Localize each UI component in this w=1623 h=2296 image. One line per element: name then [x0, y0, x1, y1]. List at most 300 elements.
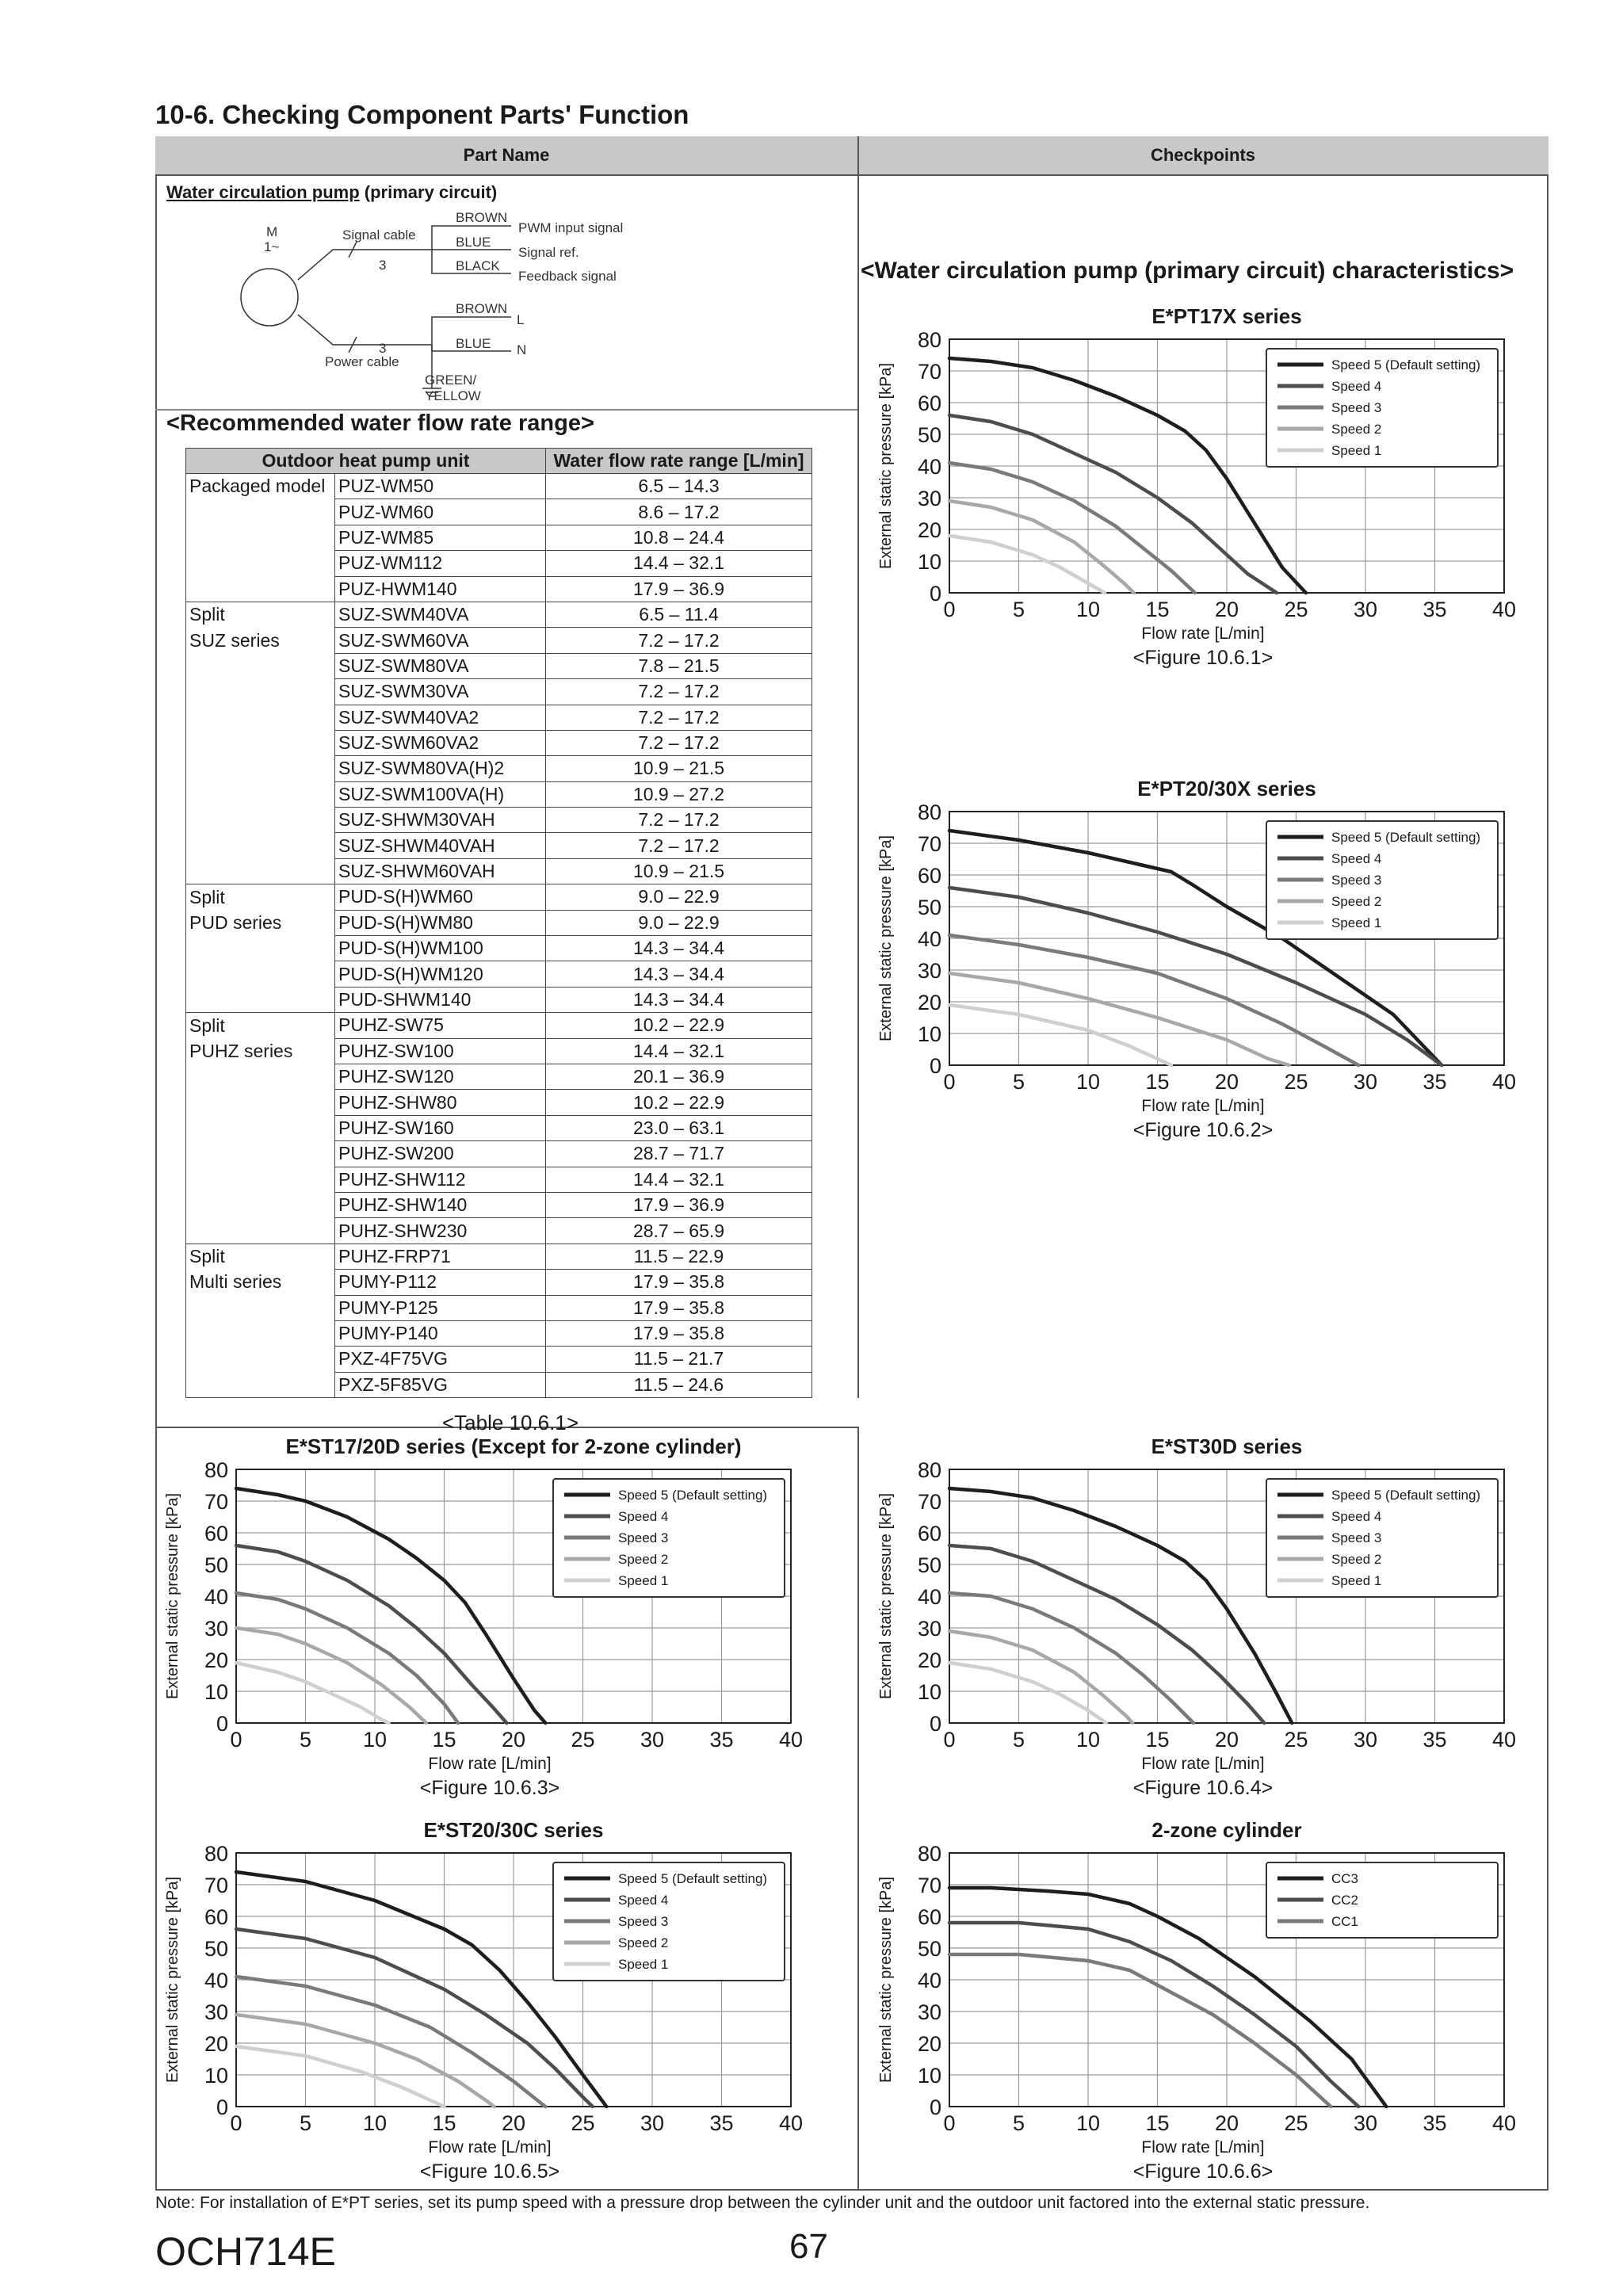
legend-label: Speed 5 (Default setting): [618, 1871, 768, 1886]
flow-range: 7.2 – 17.2: [546, 730, 812, 755]
x-tick-label: 20: [1214, 598, 1239, 621]
signal-cable-count: 3: [379, 258, 387, 273]
legend-label: Speed 1: [618, 1573, 669, 1588]
recommended-flow-title: <Recommended water flow rate range>: [166, 411, 594, 436]
y-axis-label: External static pressure [kPa]: [877, 835, 895, 1042]
unit-model: SUZ-SWM80VA: [335, 653, 546, 678]
y-tick-label: 20: [917, 2032, 941, 2056]
y-tick-label: 30: [204, 2000, 228, 2024]
chart-title: E*ST17/20D series (Except for 2-zone cylinder): [285, 1435, 742, 1458]
y-tick-label: 50: [917, 896, 941, 919]
table-row: [186, 1064, 812, 1089]
legend-label: Speed 4: [1331, 1509, 1382, 1524]
y-tick-label: 0: [929, 582, 941, 606]
flow-range: 11.5 – 22.9: [546, 1244, 812, 1269]
figure-caption: <Figure 10.6.5>: [419, 2160, 560, 2183]
series-line-4: [949, 973, 1289, 1065]
y-axis-label: External static pressure [kPa]: [164, 1492, 181, 1700]
chart-figure-10-6-6: [872, 1815, 1545, 2187]
y-tick-label: 80: [917, 328, 941, 352]
legend-label: Speed 1: [1331, 1573, 1382, 1588]
legend-label: Speed 4: [1331, 851, 1382, 866]
x-tick-label: 30: [640, 2111, 665, 2135]
flow-range: 10.9 – 21.5: [546, 756, 812, 781]
legend-label: Speed 1: [618, 1957, 669, 1972]
x-tick-label: 5: [299, 1728, 312, 1752]
y-tick-label: 70: [204, 1490, 228, 1514]
chart-svg: [872, 301, 1545, 690]
flow-range: 17.9 – 35.8: [546, 1295, 812, 1320]
table-row: [186, 781, 812, 807]
unit-model: PUZ-WM112: [335, 551, 546, 576]
y-axis-label: External static pressure [kPa]: [877, 1876, 895, 2084]
x-axis-label: Flow rate [L/min]: [1141, 625, 1265, 643]
table-row: [186, 1141, 812, 1167]
x-axis-label: Flow rate [L/min]: [1141, 1755, 1265, 1773]
x-tick-label: 35: [1423, 1070, 1447, 1094]
table-row: [186, 1167, 812, 1192]
unit-model: PXZ-5F85VG: [335, 1372, 546, 1397]
y-tick-label: 20: [917, 991, 941, 1014]
legend-label: Speed 2: [618, 1552, 669, 1567]
flow-range: 10.2 – 22.9: [546, 1090, 812, 1115]
chart-svg: [872, 1431, 1545, 1820]
y-tick-label: 50: [917, 423, 941, 447]
y-tick-label: 20: [917, 518, 941, 542]
signal-ref-label: Signal ref.: [518, 245, 579, 260]
table-row: [186, 756, 812, 781]
y-tick-label: 10: [204, 1680, 228, 1704]
unit-model: SUZ-SWM40VA: [335, 602, 546, 627]
flow-range: 8.6 – 17.2: [546, 499, 812, 525]
unit-model: PUZ-HWM140: [335, 576, 546, 602]
unit-model: PUHZ-SW200: [335, 1141, 546, 1167]
pump-title: Water circulation pump (primary circuit): [166, 182, 498, 202]
x-tick-label: 20: [1214, 1070, 1239, 1094]
pump-label-phase: 1~: [264, 239, 280, 254]
y-tick-label: 0: [929, 2095, 941, 2119]
unit-model: SUZ-SHWM30VAH: [335, 808, 546, 833]
chart-figure-10-6-3: [158, 1431, 832, 1820]
y-tick-label: 0: [216, 1712, 228, 1736]
y-tick-label: 0: [929, 1054, 941, 1078]
table-row: [186, 499, 812, 525]
flow-range: 6.5 – 14.3: [546, 474, 812, 499]
flow-range: 17.9 – 36.9: [546, 576, 812, 602]
series-line-5: [949, 1663, 1106, 1723]
y-tick-label: 0: [929, 1712, 941, 1736]
y-tick-label: 60: [917, 1522, 941, 1545]
table-row: [186, 730, 812, 755]
group-name: Split: [186, 1013, 335, 1038]
series-line-2: [949, 1923, 1358, 2107]
y-tick-label: 60: [204, 1905, 228, 1929]
y-tick-label: 50: [204, 1937, 228, 1961]
chart-title: E*ST30D series: [1151, 1435, 1303, 1458]
figure-caption: <Figure 10.6.6>: [1132, 2160, 1274, 2183]
footer-note: Note: For installation of E*PT series, set its pump speed with a pressure drop between the cylinder unit and the outdoor unit factored into the external static pressure.: [155, 2194, 1370, 2212]
chart-figure-10-6-5: [158, 1815, 832, 2187]
y-tick-label: 40: [917, 1969, 941, 1992]
x-tick-label: 30: [640, 1728, 665, 1752]
legend-label: Speed 5 (Default setting): [1331, 1488, 1481, 1503]
flow-range: 10.2 – 22.9: [546, 1013, 812, 1038]
flow-range: 14.4 – 32.1: [546, 1167, 812, 1192]
y-tick-label: 80: [204, 1458, 228, 1482]
legend-label: Speed 5 (Default setting): [1331, 830, 1481, 845]
group-name: Split: [186, 602, 335, 627]
x-tick-label: 15: [432, 2111, 456, 2135]
unit-model: PUHZ-SW75: [335, 1013, 546, 1038]
y-tick-label: 30: [917, 1617, 941, 1641]
y-tick-label: 80: [917, 1458, 941, 1482]
unit-model: PUD-SHWM140: [335, 987, 546, 1012]
x-tick-label: 15: [1145, 2111, 1170, 2135]
table-row: [186, 936, 812, 961]
legend-label: Speed 4: [618, 1509, 669, 1524]
y-tick-label: 60: [917, 392, 941, 415]
table-row: [186, 833, 812, 858]
x-tick-label: 25: [571, 1728, 595, 1752]
x-tick-label: 0: [943, 1070, 956, 1094]
table-row: [186, 1192, 812, 1217]
y-tick-label: 10: [917, 2064, 941, 2088]
x-tick-label: 5: [299, 2111, 312, 2135]
x-axis-label: Flow rate [L/min]: [1141, 1097, 1265, 1115]
flow-range: 7.2 – 17.2: [546, 705, 812, 730]
legend-label: Speed 3: [1331, 873, 1382, 888]
x-tick-label: 35: [1423, 2111, 1447, 2135]
unit-model: SUZ-SHWM60VAH: [335, 858, 546, 884]
x-tick-label: 40: [778, 2111, 804, 2135]
x-tick-label: 35: [1423, 598, 1447, 621]
y-tick-label: 10: [917, 550, 941, 574]
unit-model: SUZ-SWM80VA(H)2: [335, 756, 546, 781]
unit-model: PUHZ-SHW112: [335, 1167, 546, 1192]
x-tick-label: 10: [1075, 1728, 1101, 1752]
y-tick-label: 40: [917, 1585, 941, 1609]
table-row: [186, 884, 812, 910]
x-tick-label: 35: [709, 1728, 734, 1752]
series-line-3: [236, 1593, 458, 1723]
y-tick-label: 80: [917, 800, 941, 824]
table-row: [186, 1270, 812, 1295]
flow-range: 28.7 – 71.7: [546, 1141, 812, 1167]
x-tick-label: 25: [1284, 1728, 1308, 1752]
legend-label: Speed 3: [618, 1530, 669, 1545]
y-tick-label: 60: [917, 864, 941, 888]
y-tick-label: 20: [917, 1648, 941, 1672]
x-tick-label: 5: [1012, 1070, 1025, 1094]
unit-model: PUHZ-SHW140: [335, 1192, 546, 1217]
header-part-name: Part Name: [155, 136, 857, 176]
y-tick-label: 70: [204, 1874, 228, 1897]
legend-label: CC3: [1331, 1871, 1359, 1886]
flow-range: 17.9 – 35.8: [546, 1270, 812, 1295]
group-name: Split: [186, 884, 335, 910]
unit-model: PUZ-WM60: [335, 499, 546, 525]
pump-label-m: M: [266, 224, 278, 239]
flow-range: 28.7 – 65.9: [546, 1218, 812, 1244]
wire-black-signal: BLACK: [456, 258, 500, 273]
x-tick-label: 5: [1012, 1728, 1025, 1752]
chart-title: E*PT20/30X series: [1137, 777, 1316, 800]
x-tick-label: 40: [1491, 2111, 1517, 2135]
figure-caption: <Figure 10.6.1>: [1132, 647, 1274, 669]
green-label: GREEN/: [425, 372, 477, 388]
series-line-2: [949, 1545, 1264, 1723]
flow-range: 14.4 – 32.1: [546, 551, 812, 576]
y-tick-label: 20: [204, 2032, 228, 2056]
table-row: [186, 1038, 812, 1064]
unit-model: PUHZ-SHW230: [335, 1218, 546, 1244]
legend-label: Speed 2: [1331, 422, 1382, 437]
flow-range: 23.0 – 63.1: [546, 1115, 812, 1140]
document-id: OCH714E: [155, 2229, 336, 2274]
flow-range: 7.8 – 21.5: [546, 653, 812, 678]
x-tick-label: 20: [1214, 2111, 1239, 2135]
unit-model: SUZ-SWM30VA: [335, 679, 546, 705]
x-tick-label: 40: [1491, 1728, 1517, 1752]
figure-caption: <Figure 10.6.2>: [1132, 1119, 1274, 1141]
chart-svg: [872, 1815, 1545, 2187]
series-line-4: [949, 501, 1134, 593]
unit-model: PUHZ-SHW80: [335, 1090, 546, 1115]
unit-model: PUD-S(H)WM100: [335, 936, 546, 961]
characteristics-title: <Water circulation pump (primary circuit) characteristics>: [861, 258, 1514, 284]
unit-model: SUZ-SWM60VA: [335, 628, 546, 653]
table-row: [186, 705, 812, 730]
table-row: [186, 910, 812, 935]
col-outdoor-unit: Outdoor heat pump unit: [186, 449, 546, 474]
x-tick-label: 30: [1353, 1728, 1378, 1752]
flow-range: 9.0 – 22.9: [546, 884, 812, 910]
table-row: [186, 1013, 812, 1038]
x-tick-label: 30: [1353, 2111, 1378, 2135]
unit-model: SUZ-SHWM40VAH: [335, 833, 546, 858]
y-tick-label: 40: [917, 927, 941, 951]
table-row: [186, 474, 812, 499]
chart-svg: [158, 1815, 832, 2187]
flow-range: 14.3 – 34.4: [546, 987, 812, 1012]
legend-label: Speed 1: [1331, 443, 1382, 458]
series-line-4: [236, 1628, 426, 1723]
x-tick-label: 35: [1423, 1728, 1447, 1752]
x-tick-label: 15: [1145, 598, 1170, 621]
legend-label: Speed 1: [1331, 915, 1382, 930]
yellow-label: YELLOW: [425, 388, 481, 403]
y-tick-label: 30: [917, 959, 941, 983]
legend-label: CC1: [1331, 1914, 1359, 1929]
series-line-3: [236, 1977, 545, 2107]
unit-model: PUZ-WM85: [335, 525, 546, 550]
y-tick-label: 60: [204, 1522, 228, 1545]
power-cable-label: Power cable: [325, 354, 399, 369]
legend-label: CC2: [1331, 1893, 1359, 1908]
flow-range: 11.5 – 21.7: [546, 1347, 812, 1372]
y-tick-label: 30: [204, 1617, 228, 1641]
unit-model: PUD-S(H)WM120: [335, 961, 546, 987]
y-tick-label: 10: [917, 1022, 941, 1046]
x-tick-label: 10: [1075, 598, 1101, 621]
unit-model: PUZ-WM50: [335, 474, 546, 499]
x-tick-label: 5: [1012, 598, 1025, 621]
x-tick-label: 25: [571, 2111, 595, 2135]
y-tick-label: 80: [204, 1842, 228, 1866]
power-cable-count: 3: [379, 341, 387, 356]
legend-label: Speed 4: [618, 1893, 669, 1908]
x-tick-label: 40: [1491, 1070, 1517, 1094]
flow-rate-table: [185, 448, 812, 1398]
group-series: PUD series: [186, 910, 335, 935]
table-row: [186, 1372, 812, 1397]
series-line-5: [236, 1663, 389, 1723]
table-row: [186, 602, 812, 627]
flow-range: 7.2 – 17.2: [546, 833, 812, 858]
flow-range: 6.5 – 11.4: [546, 602, 812, 627]
y-tick-label: 40: [204, 1585, 228, 1609]
table-caption: <Table 10.6.1>: [441, 1411, 579, 1435]
unit-model: PUMY-P125: [335, 1295, 546, 1320]
x-tick-label: 30: [1353, 1070, 1378, 1094]
unit-model: SUZ-SWM100VA(H): [335, 781, 546, 807]
chart-title: E*ST20/30C series: [423, 1818, 604, 1842]
unit-model: PUHZ-SW100: [335, 1038, 546, 1064]
y-tick-label: 10: [917, 1680, 941, 1704]
x-tick-label: 0: [943, 1728, 956, 1752]
legend-label: Speed 3: [1331, 400, 1382, 415]
figure-caption: <Figure 10.6.4>: [1132, 1777, 1274, 1799]
x-tick-label: 10: [362, 2111, 388, 2135]
legend-label: Speed 4: [1331, 379, 1382, 394]
x-tick-label: 0: [230, 1728, 242, 1752]
flow-range: 9.0 – 22.9: [546, 910, 812, 935]
y-tick-label: 30: [917, 2000, 941, 2024]
unit-model: PUD-S(H)WM60: [335, 884, 546, 910]
series-line-4: [236, 2015, 495, 2107]
series-line-5: [236, 2046, 445, 2107]
x-tick-label: 25: [1284, 1070, 1308, 1094]
flow-range: 11.5 – 24.6: [546, 1372, 812, 1397]
x-tick-label: 10: [1075, 2111, 1101, 2135]
wire-blue-power: BLUE: [456, 336, 491, 351]
wire-blue-signal: BLUE: [456, 235, 491, 250]
flow-range: 14.4 – 32.1: [546, 1038, 812, 1064]
x-tick-label: 40: [1491, 598, 1517, 621]
group-name: Packaged model: [186, 474, 335, 499]
legend-label: Speed 2: [1331, 1552, 1382, 1567]
x-tick-label: 30: [1353, 598, 1378, 621]
table-row: [186, 525, 812, 550]
column-divider-lower: [857, 1427, 859, 2191]
series-line-1: [949, 358, 1306, 593]
motor-circle: [241, 269, 298, 326]
table-row: [186, 628, 812, 653]
chart-figure-10-6-1: [872, 301, 1545, 690]
y-tick-label: 70: [917, 832, 941, 856]
unit-model: SUZ-SWM60VA2: [335, 730, 546, 755]
flow-range: 7.2 – 17.2: [546, 808, 812, 833]
wire-l-label: L: [517, 312, 525, 327]
flow-range: 10.9 – 21.5: [546, 858, 812, 884]
x-tick-label: 0: [943, 598, 956, 621]
y-axis-label: External static pressure [kPa]: [877, 362, 895, 570]
series-line-3: [949, 1593, 1193, 1723]
y-tick-label: 60: [917, 1905, 941, 1929]
table-row: [186, 1090, 812, 1115]
chart-title: E*PT17X series: [1151, 304, 1302, 328]
signal-cable-label: Signal cable: [342, 227, 416, 243]
legend-label: Speed 5 (Default setting): [618, 1488, 768, 1503]
unit-model: PUMY-P140: [335, 1320, 546, 1346]
table-row: [186, 808, 812, 833]
y-tick-label: 10: [204, 2064, 228, 2088]
table-row: [186, 1295, 812, 1320]
x-tick-label: 15: [1145, 1070, 1170, 1094]
table-row: [186, 1218, 812, 1244]
y-tick-label: 80: [917, 1842, 941, 1866]
flow-range: 7.2 – 17.2: [546, 679, 812, 705]
chart-figure-10-6-2: [872, 774, 1545, 1162]
legend-label: Speed 5 (Default setting): [1331, 357, 1481, 372]
group-name: Split: [186, 1244, 335, 1269]
table-row: [186, 858, 812, 884]
flow-range: 17.9 – 35.8: [546, 1320, 812, 1346]
flow-range: 7.2 – 17.2: [546, 628, 812, 653]
table-row: [186, 961, 812, 987]
y-tick-label: 40: [917, 455, 941, 479]
y-tick-label: 30: [917, 487, 941, 510]
x-tick-label: 35: [709, 2111, 734, 2135]
col-flow-range: Water flow rate range [L/min]: [546, 449, 812, 474]
legend-label: Speed 2: [1331, 894, 1382, 909]
x-tick-label: 20: [501, 1728, 526, 1752]
flow-range: 10.9 – 27.2: [546, 781, 812, 807]
table-row: [186, 576, 812, 602]
y-axis-label: External static pressure [kPa]: [877, 1492, 895, 1700]
series-line-1: [236, 1872, 606, 2107]
table-row: [186, 551, 812, 576]
column-divider: [857, 136, 859, 1398]
series-line-5: [949, 536, 1105, 593]
x-tick-label: 0: [230, 2111, 242, 2135]
group-series: PUHZ series: [186, 1038, 335, 1064]
y-tick-label: 70: [917, 1490, 941, 1514]
table-row: [186, 1244, 812, 1269]
page-number: 67: [789, 2227, 828, 2266]
unit-model: PUMY-P112: [335, 1270, 546, 1295]
unit-model: PUHZ-SW120: [335, 1064, 546, 1089]
table-row: [186, 653, 812, 678]
x-tick-label: 10: [1075, 1070, 1101, 1094]
x-axis-label: Flow rate [L/min]: [428, 1755, 552, 1773]
legend-label: Speed 3: [1331, 1530, 1382, 1545]
unit-model: PUD-S(H)WM80: [335, 910, 546, 935]
x-tick-label: 20: [501, 2111, 526, 2135]
flow-range: 10.8 – 24.4: [546, 525, 812, 550]
feedback-label: Feedback signal: [518, 269, 617, 284]
y-tick-label: 50: [917, 1553, 941, 1577]
y-tick-label: 50: [204, 1553, 228, 1577]
x-tick-label: 40: [778, 1728, 804, 1752]
unit-model: PUHZ-FRP71: [335, 1244, 546, 1269]
y-tick-label: 70: [917, 360, 941, 384]
series-line-3: [949, 935, 1358, 1065]
x-tick-label: 25: [1284, 598, 1308, 621]
flow-range: 14.3 – 34.4: [546, 961, 812, 987]
unit-model: PXZ-4F75VG: [335, 1347, 546, 1372]
x-tick-label: 25: [1284, 2111, 1308, 2135]
